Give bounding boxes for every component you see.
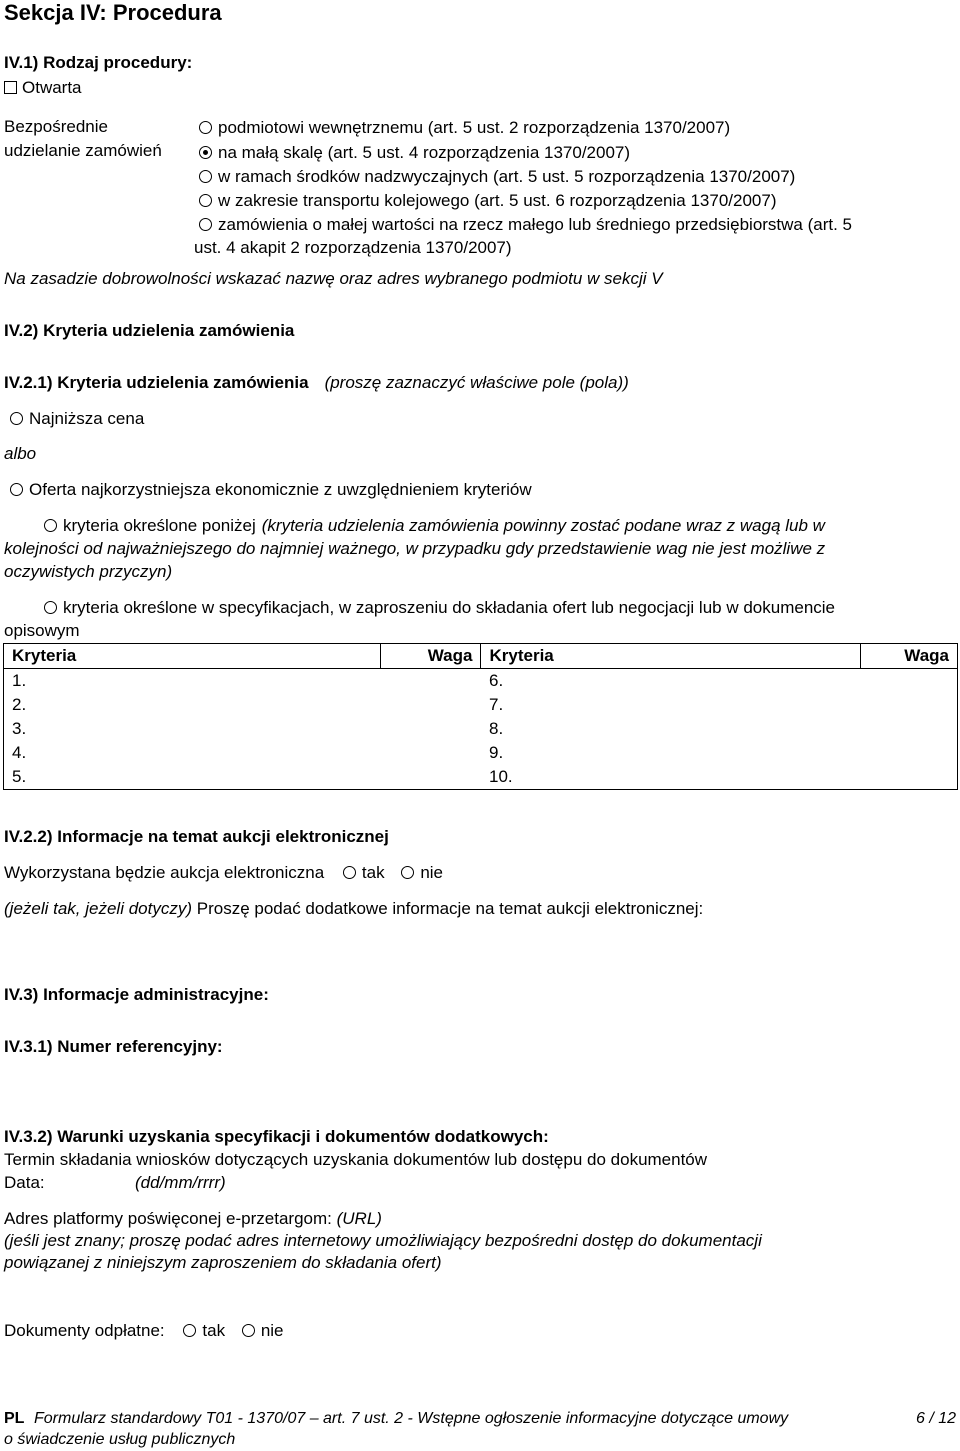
date-format[interactable]: (dd/mm/rrrr): [135, 1173, 226, 1192]
eauction-info-row: [4, 898, 703, 920]
direct-award-option-4-label: w zakresie transportu kolejowego (art. 5 ust. 6 rozporządzenia 1370/2007): [218, 191, 777, 210]
platform-row: [4, 1208, 382, 1230]
open-checkbox[interactable]: [4, 81, 17, 94]
radio-icon[interactable]: [199, 121, 212, 134]
lowest-price-option[interactable]: [10, 408, 144, 430]
weight-cell[interactable]: [380, 765, 481, 790]
paid-no-option[interactable]: [242, 1321, 284, 1340]
platform-note-1: (jeśli jest znany; proszę podać adres internetowy umożliwiający bezpośredni dostęp do dokumentacji: [4, 1231, 762, 1250]
direct-award-option-5[interactable]: [199, 214, 852, 236]
criteria-below-note-2: kolejności od najważniejszego do najmniej ważnego, w przypadku gdy przedstawienie wag nie jest możliwe z: [4, 539, 826, 558]
platform-url-hint[interactable]: (URL): [336, 1209, 382, 1228]
direct-award-option-3[interactable]: [199, 166, 795, 188]
eauction-info-text: Proszę podać dodatkowe informacje na temat aukcji elektronicznej:: [196, 899, 704, 918]
criteria-cell[interactable]: 2.: [12, 695, 27, 714]
procedure-type-heading: IV.1) Rodzaj procedury:: [4, 53, 193, 72]
direct-award-option-1-label: podmiotowi wewnętrznemu (art. 5 ust. 2 rozporządzenia 1370/2007): [218, 118, 731, 137]
radio-icon[interactable]: [199, 194, 212, 207]
eauction-heading: IV.2.2) Informacje na temat aukcji elektronicznej: [4, 827, 389, 846]
criteria-table-header: [4, 644, 958, 669]
direct-award-option-5-cont: ust. 4 akapit 2 rozporządzenia 1370/2007): [194, 238, 512, 257]
weight-cell[interactable]: [380, 717, 481, 741]
direct-award-option-3-label: w ramach środków nadzwyczajnych (art. 5 ust. 5 rozporządzenia 1370/2007): [218, 167, 796, 186]
criteria-cell[interactable]: 7.: [488, 695, 504, 714]
direct-award-option-4[interactable]: [199, 190, 776, 212]
footer-form-title-2: o świadczenie usług publicznych: [4, 1431, 236, 1448]
criteria-table: [3, 643, 958, 790]
direct-award-option-2[interactable]: [199, 142, 630, 164]
radio-icon[interactable]: [199, 218, 212, 231]
criteria-cell[interactable]: 4.: [12, 743, 27, 762]
criteria-below-note-3: oczywistych przyczyn): [4, 562, 173, 581]
section-title: Sekcja IV: Procedura: [4, 0, 222, 25]
award-criteria-sub-heading-row: [4, 372, 629, 394]
meat-label: Oferta najkorzystniejsza ekonomicznie z uwzględnieniem kryteriów: [29, 480, 532, 499]
weight-cell[interactable]: [380, 693, 481, 717]
paid-no-label: nie: [260, 1321, 284, 1340]
weight-cell[interactable]: [380, 741, 481, 765]
criteria-header: Kryteria: [4, 644, 381, 669]
eauction-no-option[interactable]: [401, 863, 443, 882]
radio-icon[interactable]: [10, 483, 23, 496]
criteria-below-label: kryteria określone poniżej: [63, 516, 256, 535]
criteria-spec-label-1: kryteria określone w specyfikacjach, w zaproszeniu do składania ofert lub negocjacji lub w dokumencie: [63, 598, 836, 617]
eauction-question: Wykorzystana będzie aukcja elektroniczna: [4, 863, 325, 882]
direct-award-label-1: Bezpośrednie: [4, 117, 108, 136]
platform-label: Adres platformy poświęconej e-przetargom:: [4, 1209, 332, 1228]
lowest-price-label: Najniższa cena: [29, 409, 145, 428]
date-label: Data:: [4, 1173, 45, 1192]
criteria-cell[interactable]: 3.: [12, 719, 27, 738]
criteria-cell[interactable]: 1.: [12, 671, 27, 690]
eauction-info-italic: (jeżeli tak, jeżeli dotyczy): [4, 899, 193, 918]
award-criteria-sub-note: (proszę zaznaczyć właściwe pole (pola)): [324, 373, 629, 392]
direct-award-option-1[interactable]: [199, 117, 730, 139]
footer-lang: PL: [4, 1410, 25, 1427]
radio-icon[interactable]: [44, 519, 57, 532]
eauction-yes-option[interactable]: [343, 863, 385, 882]
eauction-question-row: [4, 862, 443, 884]
award-criteria-sub-heading: IV.2.1) Kryteria udzielenia zamówienia: [4, 373, 309, 392]
date-row: [4, 1172, 226, 1194]
criteria-below-note-1: (kryteria udzielenia zamówienia powinny zostać podane wraz z wagą lub w: [261, 516, 825, 535]
table-row: [4, 741, 958, 765]
table-row: [4, 717, 958, 741]
radio-icon[interactable]: [401, 866, 414, 879]
paid-yes-option[interactable]: [183, 1321, 225, 1340]
eauction-yes-label: tak: [361, 863, 385, 882]
direct-award-option-5-label: zamówienia o małej wartości na rzecz małego lub średniego przedsiębiorstwa (art. 5: [218, 215, 853, 234]
weight-cell[interactable]: [861, 669, 958, 694]
paid-yes-label: tak: [202, 1321, 226, 1340]
table-row: [4, 765, 958, 790]
criteria-cell[interactable]: 9.: [488, 743, 504, 762]
radio-icon[interactable]: [343, 866, 356, 879]
meat-option[interactable]: [10, 479, 532, 501]
paid-docs-label: Dokumenty odpłatne:: [4, 1321, 165, 1340]
option-open-label: Otwarta: [22, 78, 82, 97]
radio-icon[interactable]: [44, 601, 57, 614]
footer-form-title-1: Formularz standardowy T01 - 1370/07 – art. 7 ust. 2 - Wstępne ogłoszenie informacyjne dotyczące umowy: [34, 1410, 789, 1427]
criteria-cell[interactable]: 8.: [488, 719, 504, 738]
criteria-spec-option[interactable]: [44, 597, 835, 619]
radio-icon[interactable]: [242, 1324, 255, 1337]
weight-header: Waga: [380, 644, 481, 669]
platform-note-2: powiązanej z niniejszym zaproszeniem do składania ofert): [4, 1253, 442, 1272]
docs-heading: IV.3.2) Warunki uzyskania specyfikacji i dokumentów dodatkowych:: [4, 1127, 549, 1146]
paid-docs-row: [4, 1320, 284, 1342]
table-row: [4, 669, 958, 694]
criteria-header-2: Kryteria: [481, 644, 861, 669]
criteria-cell[interactable]: 5.: [12, 767, 27, 786]
weight-cell[interactable]: [861, 765, 958, 790]
award-criteria-heading: IV.2) Kryteria udzielenia zamówienia: [4, 321, 295, 340]
voluntary-note: Na zasadzie dobrowolności wskazać nazwę oraz adres wybranego podmiotu w sekcji V: [4, 269, 663, 288]
radio-checked-icon[interactable]: [199, 146, 212, 159]
radio-icon[interactable]: [10, 412, 23, 425]
admin-heading: IV.3) Informacje administracyjne:: [4, 985, 269, 1004]
or-label: albo: [4, 444, 37, 463]
weight-cell[interactable]: [861, 693, 958, 717]
weight-cell[interactable]: [861, 717, 958, 741]
eauction-no-label: nie: [420, 863, 444, 882]
ref-number-heading: IV.3.1) Numer referencyjny:: [4, 1037, 223, 1056]
deadline-text: Termin składania wniosków dotyczących uzyskania dokumentów lub dostępu do dokumentów: [4, 1150, 708, 1169]
radio-icon[interactable]: [199, 170, 212, 183]
weight-header-2: Waga: [861, 644, 958, 669]
criteria-below-option[interactable]: [44, 515, 825, 537]
criteria-cell[interactable]: 6.: [488, 671, 504, 690]
criteria-cell[interactable]: 10.: [488, 767, 513, 786]
weight-cell[interactable]: [380, 669, 481, 694]
direct-award-option-2-label: na małą skalę (art. 5 ust. 4 rozporządzenia 1370/2007): [218, 143, 631, 162]
footer-page: 6 / 12: [915, 1410, 956, 1427]
option-open[interactable]: [4, 77, 82, 99]
direct-award-label-2: udzielanie zamówień: [4, 141, 162, 160]
weight-cell[interactable]: [861, 741, 958, 765]
table-row: [4, 693, 958, 717]
criteria-spec-label-2: opisowym: [4, 621, 80, 640]
radio-icon[interactable]: [183, 1324, 196, 1337]
